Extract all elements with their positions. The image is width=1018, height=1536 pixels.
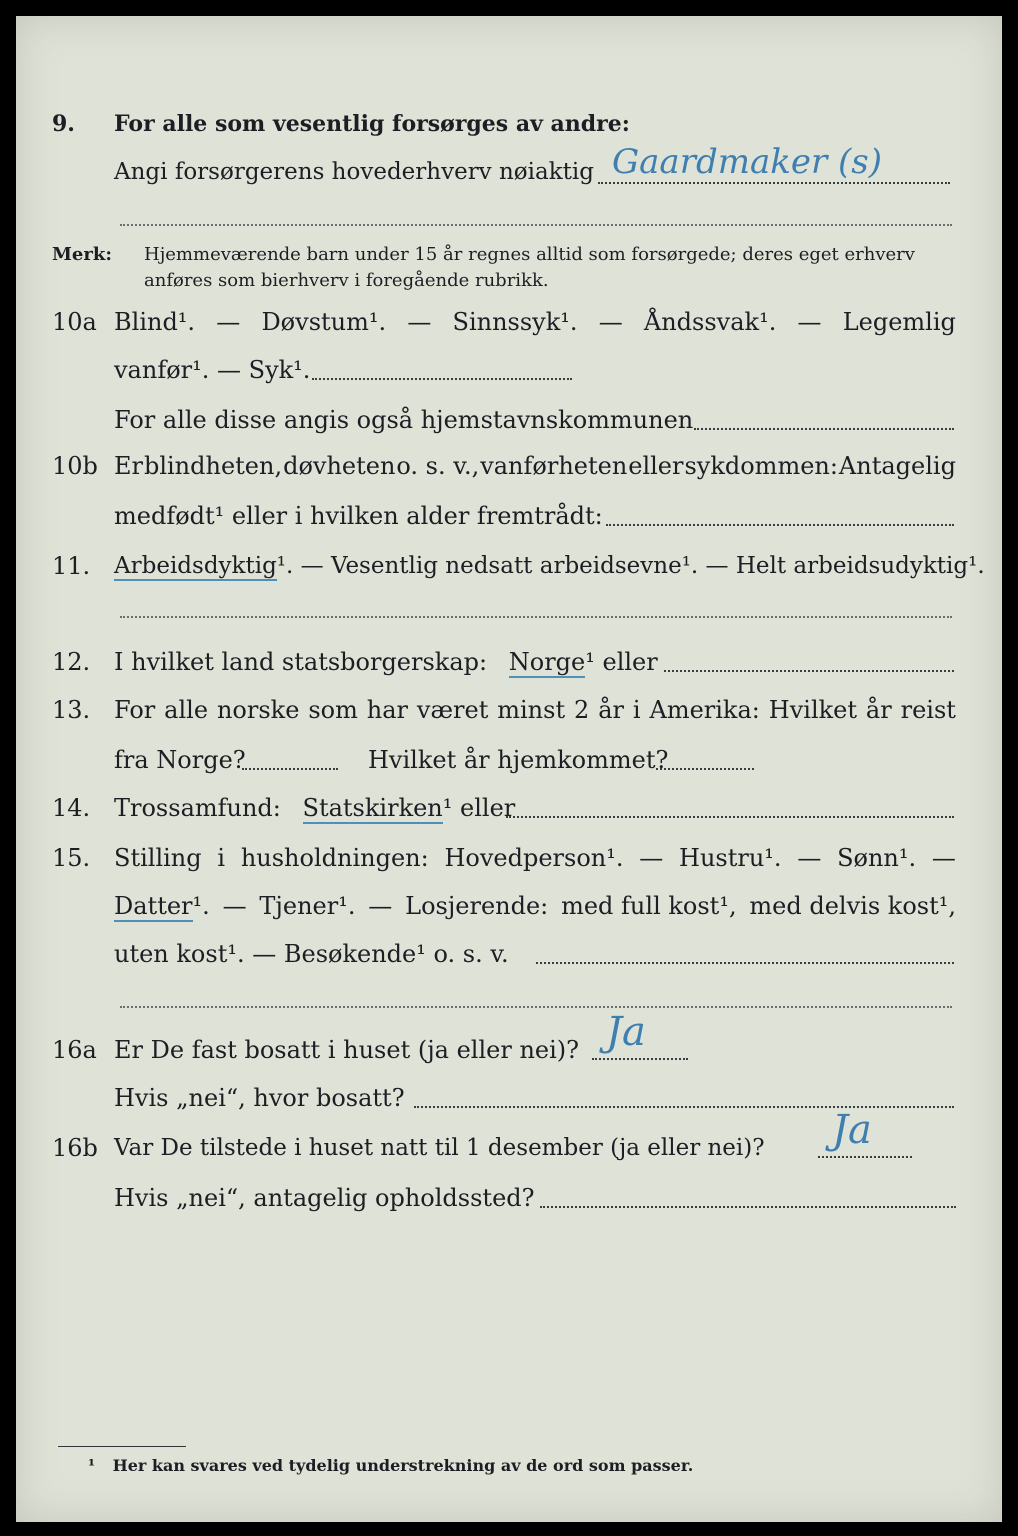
dash: — [797, 308, 822, 336]
q10a-option-andssvak[interactable]: Åndssvak¹. [643, 308, 777, 336]
q14-answer-line[interactable] [506, 816, 954, 818]
q16b-line2 [16, 1178, 1002, 1218]
word: blindheten, [143, 452, 283, 480]
word: været [416, 696, 489, 724]
word: i [632, 696, 641, 724]
q13-line1 [16, 690, 1002, 730]
word: har [366, 696, 408, 724]
superscript: ¹. [192, 892, 210, 920]
word: Antagelig [838, 452, 956, 480]
q15-extra-line[interactable] [120, 1006, 952, 1008]
word: døvheten [283, 452, 396, 480]
note-line2: anføres som bierhverv i foregående rubrikk. [144, 270, 549, 291]
q16b-followup-answer-line[interactable] [540, 1206, 956, 1208]
q16a-followup: Hvis „nei“, hvor bosatt? [114, 1084, 405, 1112]
q16a-followup-answer-line[interactable] [414, 1106, 954, 1108]
q12-eller: ¹ eller [585, 648, 658, 676]
q12-prompt: I hvilket land statsborgerskap: [114, 648, 488, 676]
q10b-number: 10b [52, 452, 98, 480]
footnote [88, 1456, 693, 1475]
q14-option-statskirken-underlined[interactable]: Statskirken [302, 794, 443, 822]
note-label: Merk: [52, 244, 112, 265]
q15-option-hustru[interactable]: Hustru¹. [679, 844, 782, 872]
q15-line2 [16, 886, 1002, 926]
q9-line1 [16, 104, 1002, 144]
word: Stilling [114, 844, 202, 872]
q14-question [114, 788, 515, 828]
dash: — [222, 892, 247, 920]
q10b-prompt: medfødt¹ eller i hvilken alder fremtrådt: [114, 502, 603, 530]
q13-reist-answer-line[interactable] [242, 768, 338, 770]
q10a-hjemstavn-answer-line[interactable] [694, 428, 954, 430]
census-form-page [16, 16, 1002, 1522]
word: år [865, 696, 892, 724]
q16b-line1 [16, 1107, 1002, 1168]
q15-options-row3[interactable]: uten kost¹. — Besøkende¹ o. s. v. [114, 940, 509, 968]
q16a-handwritten-answer: Ja [606, 1009, 646, 1055]
q15-option-delvis-kost[interactable]: med delvis kost¹, [749, 892, 956, 920]
q15-answer-line[interactable] [536, 962, 954, 964]
q16b-number: 16b [52, 1134, 98, 1162]
dash: — [639, 844, 664, 872]
q11-options [114, 546, 985, 586]
q10a-option-legemlig[interactable]: Legemlig [842, 308, 956, 336]
q10a-line1 [16, 302, 1002, 342]
q12-number: 12. [52, 648, 91, 676]
q11-line [16, 546, 1002, 586]
q16b-followup: Hvis „nei“, antagelig opholdssted? [114, 1184, 535, 1212]
q13-line2 [16, 740, 1002, 780]
q15-option-full-kost[interactable]: med full kost¹, [561, 892, 737, 920]
q14-number: 14. [52, 794, 91, 822]
q15-datter-group [114, 886, 210, 926]
q10a-line2 [16, 350, 1002, 390]
footnote-mark: ¹ [88, 1456, 96, 1475]
q13-number: 13. [52, 696, 91, 724]
dash: — [216, 308, 241, 336]
word: 2 [574, 696, 590, 724]
q13-reist-prompt: fra Norge? [114, 746, 246, 774]
q10a-line3 [16, 400, 1002, 440]
q10a-option-dovstum[interactable]: Døvstum¹. [261, 308, 387, 336]
q14-eller: ¹ eller [442, 794, 516, 822]
q15-losjerende-label: Losjerende: [405, 892, 549, 920]
word: Hvilket [768, 696, 858, 724]
word: husholdningen: [240, 844, 429, 872]
q11-other-options[interactable]: ¹. — Vesentlig nedsatt arbeidsevne¹. — Helt arbeidsudyktig¹. [276, 553, 985, 579]
q12-option-norge-underlined[interactable]: Norge [508, 648, 586, 676]
footnote-rule [58, 1446, 186, 1447]
q10a-hjemstavn-prompt: For alle disse angis også hjemstavnskommunen [114, 406, 694, 434]
q11-extra-line[interactable] [120, 616, 952, 618]
q9-handwritten-answer: Gaardmaker (s) [612, 142, 882, 182]
q10a-option-blind[interactable]: Blind¹. [114, 308, 196, 336]
word: minst [497, 696, 566, 724]
q15-option-sonn[interactable]: Sønn¹. [837, 844, 917, 872]
dash: — [931, 844, 956, 872]
q10a-option-sinnssyk[interactable]: Sinnssyk¹. [452, 308, 578, 336]
q12-line [16, 642, 1002, 682]
q15-number: 15. [52, 844, 91, 872]
q13-hjemkommet-prompt: Hvilket år hjemkommet? [368, 746, 669, 774]
q9-extra-line[interactable] [120, 224, 952, 226]
q9-line2 [16, 142, 1002, 192]
q15-options-row2 [114, 886, 956, 926]
dash: — [797, 844, 822, 872]
word: år [598, 696, 624, 724]
q12-answer-line[interactable] [664, 670, 954, 672]
word: i [217, 844, 226, 872]
q16b-handwritten-answer: Ja [832, 1107, 872, 1153]
q16a-question: Er De fast bosatt i huset (ja eller nei)? [114, 1036, 580, 1064]
note-line1: Hjemmeværende barn under 15 år regnes alltid som forsørgede; deres eget erhverv [144, 244, 915, 265]
q16b-question: Var De tilstede i huset natt til 1 desember (ja eller nei)? [114, 1135, 765, 1161]
dash: — [598, 308, 623, 336]
q9-number: 9. [52, 111, 75, 137]
q12-question [114, 642, 658, 682]
q9-answer-line[interactable] [598, 182, 950, 184]
q15-line1 [16, 838, 1002, 878]
q15-option-tjener[interactable]: Tjener¹. [259, 892, 356, 920]
q10a-options [114, 302, 956, 342]
q13-question [114, 690, 956, 730]
word: o. s. v., [396, 452, 480, 480]
q14-prompt: Trossamfund: [114, 794, 281, 822]
q10b-line1 [16, 446, 1002, 486]
q10b-question [114, 446, 956, 486]
word: reist [900, 696, 956, 724]
q15-option-hovedperson[interactable]: Hovedperson¹. [444, 844, 624, 872]
q10b-answer-line[interactable] [606, 524, 954, 526]
q11-number: 11. [52, 552, 91, 580]
word: sykdommen: [684, 452, 838, 480]
footnote-text: Her kan svares ved tydelig understrekning av de ord som passer. [112, 1456, 694, 1475]
q14-line [16, 788, 1002, 828]
dash: — [407, 308, 432, 336]
q15-option-datter-underlined[interactable]: Datter [114, 892, 193, 920]
q15-question [114, 838, 956, 878]
q11-option-arbeidsdyktig-underlined[interactable]: Arbeidsdyktig [114, 553, 277, 579]
q16b-answer-line[interactable] [818, 1156, 912, 1158]
q16a-number: 16a [52, 1036, 97, 1064]
q13-hjemkommet-answer-line[interactable] [656, 768, 754, 770]
q15-line3 [16, 934, 1002, 974]
q10b-line2 [16, 496, 1002, 536]
q10a-number: 10a [52, 308, 97, 336]
word: eller [628, 452, 684, 480]
q9-question: For alle som vesentlig forsørges av andre: [114, 111, 630, 137]
q16a-answer-line[interactable] [592, 1058, 688, 1060]
word: alle [164, 696, 209, 724]
dash: — [368, 892, 393, 920]
word: vanførheten [480, 452, 628, 480]
q10a-syk-answer-line[interactable] [312, 378, 572, 380]
q9-prompt: Angi forsørgerens hovederhverv nøiaktig [114, 159, 594, 185]
word: norske [216, 696, 300, 724]
word: Er [114, 452, 143, 480]
word: Amerika: [649, 696, 760, 724]
q10a-option-vanfor-syk[interactable]: vanfør¹. — Syk¹. [114, 356, 311, 384]
q16a-line1 [16, 1009, 1002, 1070]
word: som [308, 696, 358, 724]
word: For [114, 696, 156, 724]
